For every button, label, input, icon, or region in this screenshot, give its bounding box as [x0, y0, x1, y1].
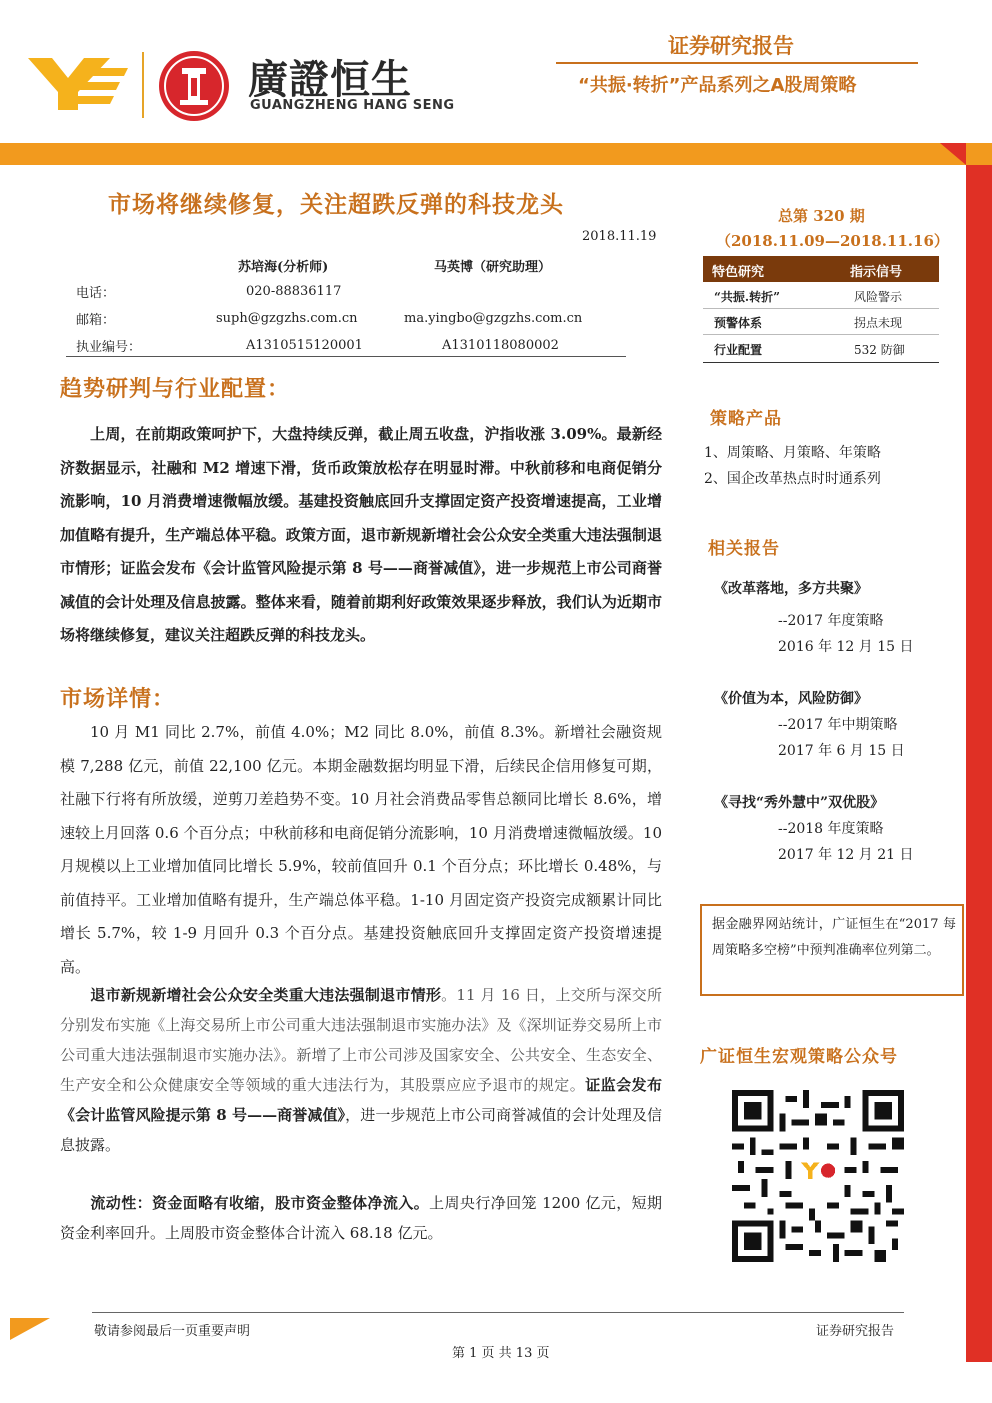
right-red-band [966, 165, 992, 1362]
author-email[interactable]: suph@gzgzhs.com.cn [216, 311, 358, 326]
author-name: 苏培海(分析师) [238, 260, 329, 275]
indicator-label: “共振.转折” [714, 290, 780, 304]
author-name: 马英博（研究助理） [434, 260, 552, 275]
related-report-link[interactable]: 《价值为本，风险防御》 [714, 691, 868, 707]
ye-logo-icon [28, 52, 128, 112]
header-rule [556, 62, 918, 64]
strategy-item: 1、周策略、月策略、年策略 [704, 445, 881, 461]
footer-report-type: 证券研究报告 [816, 1324, 895, 1339]
table-rule [703, 308, 939, 309]
market-paragraph: 10 月 M1 同比 2.7%，前值 4.0%；M2 同比 8.0%，前值 8.3%。新增社会融资规模 7,288 亿元，前值 22,100 亿元。本期金融数据均明显下滑，后续民企信用修复可期，社融下行将有所放缓，逆剪刀差趋势不变。10 月社会消费品零售总额同比增长 8.6%，增速较上月回落 0.6 个百分点；中秋前移和电商促销分流影响，10 月消费增速微幅放缓。10 月规模以上工业增加值同比增长 5.9%，较前值回升 0.1 个百分点；环比增长 0.48%，与前值持平。工业增加值略有提升，生产端总体平稳。1-10 月固定资产投资完成额累计同比增长 5.7%，较 1-9 月回升 0.3 个百分点。基建投资触底回升支撑固定资产投资增速提高。 [60, 723, 662, 976]
brand-name-en: GUANGZHENG HANG SENG [250, 98, 455, 113]
qr-code-icon[interactable] [732, 1090, 904, 1262]
report-title: 市场将继续修复，关注超跌反弹的科技龙头 [108, 191, 564, 218]
indicator-signal: 532 防御 [854, 343, 905, 357]
report-type: 证券研究报告 [668, 34, 794, 58]
related-report-link[interactable]: 《改革落地，多方共聚》 [714, 581, 868, 597]
page-number: 第 1 页 共 13 页 [452, 1346, 550, 1361]
table-rule [703, 334, 939, 335]
author-license: A1310118080002 [442, 338, 559, 353]
logo-divider [142, 52, 144, 118]
wechat-title: 广证恒生宏观策略公众号 [700, 1047, 898, 1067]
liquidity-paragraph: 流动性：资金面略有收缩，股市资金整体净流入。上周央行净回笼 1200 亿元，短期资金利率回升。上周股市资金整体合计流入 68.18 亿元。 [60, 1194, 662, 1242]
series-name: “共振·转折”产品系列之A股周策略 [578, 75, 857, 96]
issue-range: （2018.11.09—2018.11.16） [716, 232, 949, 250]
ranking-note: 据金融界网站统计，广证恒生在“2017 每周策略多空榜”中预判准确率位列第二。 [712, 917, 956, 958]
license-label: 执业编号： [76, 340, 142, 355]
author-email[interactable]: ma.yingbo@gzgzhs.com.cn [404, 311, 583, 326]
related-report-sub: --2018 年度策略 [778, 821, 884, 837]
indicator-header-cell: 特色研究 [712, 265, 765, 280]
issue-number: 总第 320 期 [778, 207, 865, 225]
author-license: A1310515120001 [246, 338, 363, 353]
related-report-date: 2017 年 6 月 15 日 [778, 743, 905, 759]
indicator-signal: 拐点未现 [854, 316, 903, 330]
footer-triangle [10, 1318, 50, 1340]
band-corner [940, 143, 966, 165]
related-reports-title: 相关报告 [708, 539, 780, 559]
related-report-date: 2016 年 12 月 15 日 [778, 639, 914, 655]
phone-label: 电话： [76, 286, 116, 301]
indicator-label: 行业配置 [714, 343, 763, 357]
related-report-date: 2017 年 12 月 21 日 [778, 847, 914, 863]
strategy-item: 2、国企改革热点时时通系列 [704, 471, 881, 487]
guangzheng-seal-icon [158, 50, 230, 122]
footer-disclaimer: 敬请参阅最后一页重要声明 [94, 1324, 251, 1339]
section-title-trend: 趋势研判与行业配置： [60, 376, 291, 402]
top-color-band [0, 143, 992, 165]
trend-paragraph: 上周，在前期政策呵护下，大盘持续反弹，截止周五收盘，沪指收涨 3.09%。最新经济数据显示，社融和 M2 增速下滑，货币政策放松存在明显时滞。中秋前移和电商促销分流影响，10 月消费增速微幅放缓。基建投资触底回升支撑固定资产投资增速提高，工业增加值略有提升，生产端总体平稳。政策方面，退市新规新增社会公众安全类重大违法强制退市情形；证监会发布《会计监管风险提示第 8 号——商誉减值》，进一步规范上市公司商誉减值的会计处理及信息披露。整体来看，随着前期利好政策效果逐步释放，我们认为近期市场将继续修复，建议关注超跌反弹的科技龙头。 [60, 425, 662, 644]
author-phone: 020-88836117 [246, 284, 342, 299]
related-report-link[interactable]: 《寻找“秀外慧中”双优股》 [714, 795, 885, 811]
report-date: 2018.11.19 [582, 229, 657, 244]
indicator-label: 预警体系 [714, 316, 763, 330]
footer-rule [92, 1312, 904, 1313]
delist-paragraph: 退市新规新增社会公众安全类重大违法强制退市情形。11 月 16 日，上交所与深交所分别发布实施《上海交易所上市公司重大违法强制退市实施办法》及《深圳证券交易所上市公司重大违法强制退市实施办法》。新增了上市公司涉及国家安全、公共安全、生态安全、生产安全和公众健康安全等领域的重大违法行为，其股票应应予退市的规定。证监会发布《会计监管风险提示第 8 号——商誉减值》，进一步规范上市公司商誉减值的会计处理及信息披露。 [60, 986, 662, 1154]
table-rule [703, 362, 939, 363]
section-title-market: 市场详情： [60, 686, 176, 712]
strategy-products-title: 策略产品 [710, 409, 782, 429]
indicator-signal: 风险警示 [854, 290, 903, 304]
brand-name-cn: 廣證恒生 [248, 57, 412, 103]
related-report-sub: --2017 年度策略 [778, 613, 884, 629]
related-report-sub: --2017 年中期策略 [778, 717, 898, 733]
indicator-header-cell: 指示信号 [850, 265, 903, 280]
author-rule [66, 356, 626, 357]
email-label: 邮箱： [76, 313, 116, 328]
